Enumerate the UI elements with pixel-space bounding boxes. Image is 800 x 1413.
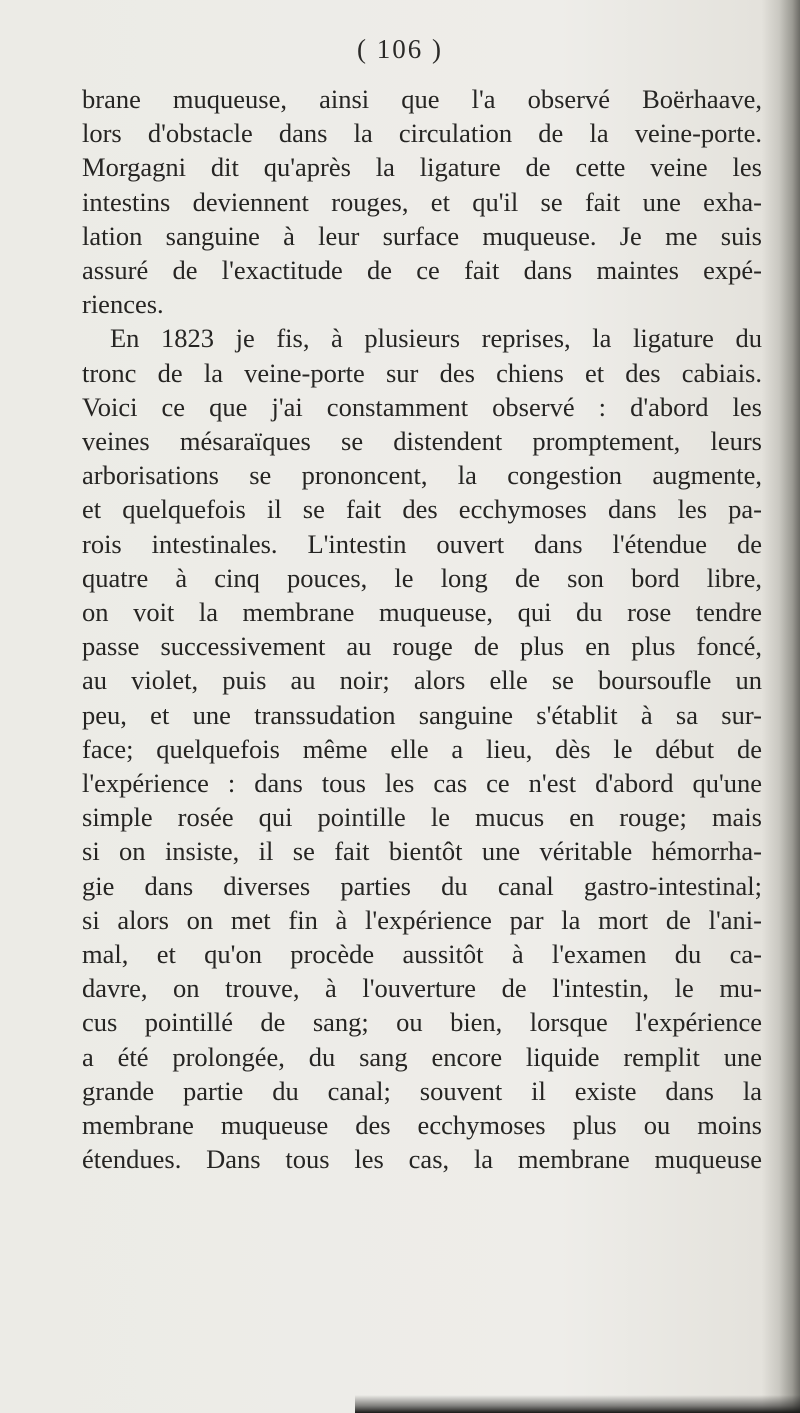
text-line: si on insiste, il se fait bientôt une véritable hémorrha- bbox=[82, 836, 762, 867]
text-line: passe successivement au rouge de plus en plus foncé, bbox=[82, 631, 762, 662]
text-line: En 1823 je fis, à plusieurs reprises, la ligature du bbox=[110, 323, 762, 354]
text-line: au violet, puis au noir; alors elle se boursoufle un bbox=[82, 665, 762, 696]
text-line: cus pointillé de sang; ou bien, lorsque l'expérience bbox=[82, 1007, 762, 1038]
text-line: riences. bbox=[82, 289, 164, 320]
text-line: brane muqueuse, ainsi que l'a observé Boërhaave, bbox=[82, 84, 762, 114]
text-line: on voit la membrane muqueuse, qui du rose tendre bbox=[82, 597, 762, 628]
text-line: mal, et qu'on procède aussitôt à l'examen du ca- bbox=[82, 939, 762, 970]
page-edge-shadow bbox=[762, 0, 800, 1413]
text-line: tronc de la veine-porte sur des chiens et des cabiais. bbox=[82, 357, 762, 388]
text-line: intestins deviennent rouges, et qu'il se fait une exha- bbox=[82, 186, 762, 217]
text-line: l'expérience : dans tous les cas ce n'est d'abord qu'une bbox=[82, 768, 762, 799]
text-line: quatre à cinq pouces, le long de son bord libre, bbox=[82, 562, 762, 593]
text-line: Morgagni dit qu'après la ligature de cette veine les bbox=[82, 152, 762, 183]
bottom-edge-shadow bbox=[355, 1395, 800, 1413]
text-line: membrane muqueuse des ecchymoses plus ou moins bbox=[82, 1110, 762, 1141]
page-number: ( 106 ) bbox=[357, 34, 443, 64]
text-line: gie dans diverses parties du canal gastro-intestinal; bbox=[82, 870, 762, 901]
text-line: si alors on met fin à l'expérience par la mort de l'ani- bbox=[82, 904, 762, 935]
text-line: grande partie du canal; souvent il existe dans la bbox=[82, 1075, 762, 1106]
text-line: rois intestinales. L'intestin ouvert dans l'étendue de bbox=[82, 528, 762, 559]
text-line: davre, on trouve, à l'ouverture de l'intestin, le mu- bbox=[82, 973, 762, 1004]
text-line: étendues. Dans tous les cas, la membrane muqueuse bbox=[82, 1144, 762, 1175]
text-line: face; quelquefois même elle a lieu, dès le début de bbox=[82, 733, 762, 764]
text-line: arborisations se prononcent, la congestion augmente, bbox=[82, 460, 762, 491]
body-text bbox=[82, 82, 762, 1177]
text-line: Voici ce que j'ai constamment observé : d'abord les bbox=[82, 391, 762, 422]
text-line: assuré de l'exactitude de ce fait dans maintes expé- bbox=[82, 255, 762, 286]
text-line: peu, et une transsudation sanguine s'établit à sa sur- bbox=[82, 699, 762, 730]
text-line: lors d'obstacle dans la circulation de la veine-porte. bbox=[82, 118, 762, 149]
text-line: et quelquefois il se fait des ecchymoses dans les pa- bbox=[82, 494, 762, 525]
text-line: a été prolongée, du sang encore liquide remplit une bbox=[82, 1041, 762, 1072]
text-line: lation sanguine à leur surface muqueuse. Je me suis bbox=[82, 220, 762, 251]
text-line: veines mésaraïques se distendent promptement, leurs bbox=[82, 426, 762, 457]
text-line: simple rosée qui pointille le mucus en rouge; mais bbox=[82, 802, 762, 833]
